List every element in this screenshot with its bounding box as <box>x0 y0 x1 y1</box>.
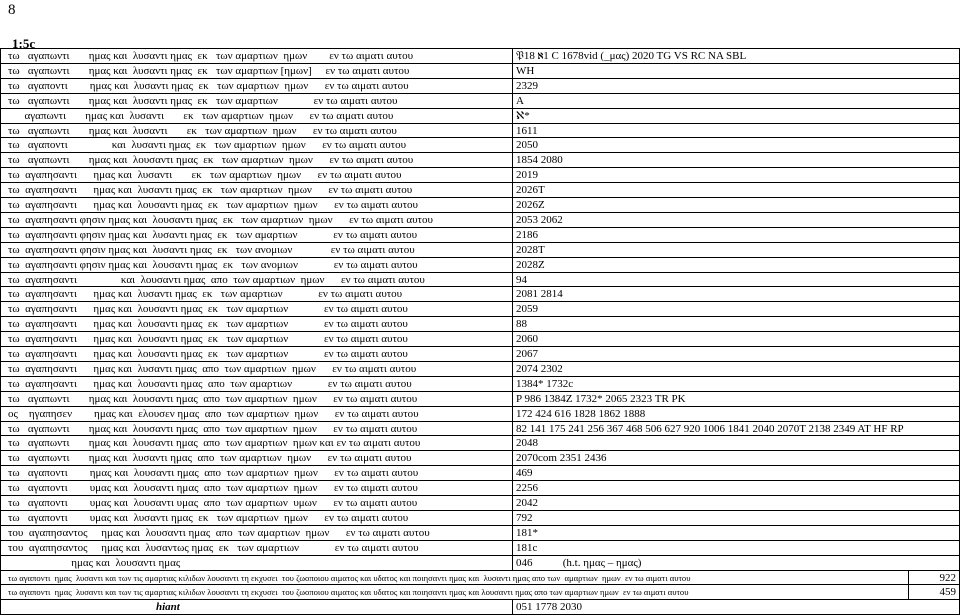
variant-text: τω αγαπησαντι φησιν ημας και λυσαντι ημας εκ των αμαρτιων εν τω αιματι αυτου <box>8 228 418 241</box>
variant-text: του αγαπησαντος ημας και λουσαντι ημας απο των αμαρτιων ημων εν τω αιματι αυτου <box>8 526 430 539</box>
variant-text: τω αγαπωντι ημας και λυσαντι ημας απο των αμαρτιων ημων εν τω αιματι αυτου <box>8 452 412 465</box>
witness-list: 1611 <box>516 124 538 137</box>
table-row <box>0 258 960 273</box>
variant-text: τω αγαπησαντι ημας και λυσαντι ημας απο των αμαρτιων ημων εν τω αιματι αυτου <box>8 362 417 375</box>
column-divider <box>512 599 513 614</box>
table-row <box>0 347 960 362</box>
variant-text: τω αγαπησαντι ημας και λυσαντι εκ των αμαρτιων ημων εν τω αιματι αυτου <box>8 169 402 182</box>
witness-list: 046 (h.t. ημας – ημας) <box>516 556 642 569</box>
table-row <box>0 213 960 228</box>
long-variant-row <box>0 571 960 586</box>
table-row <box>0 511 960 526</box>
witness-list: 2026T <box>516 184 545 197</box>
witness-list: 2067 <box>516 348 538 360</box>
table-row <box>0 273 960 288</box>
table-row <box>0 317 960 332</box>
witness-list: A <box>516 94 524 107</box>
table-row <box>0 64 960 79</box>
variant-text: τω αγαποντι ημας λυσαντι και των τις αμαρτιας κιλιδων λουσαντι τη εκχυσει του ζωοποιου αιματος και υδατος και ποιησαντι ημας και λουσαντι ημας απο των αμαρτιων ημων εν τω αιματι αυτου <box>8 587 689 598</box>
witness-list: 2186 <box>516 228 538 241</box>
variant-text: τω αγαπωντι ημας και λουσαντι ημας απο των αμαρτιων ημων εν τω αιματι αυτου <box>8 392 418 405</box>
table-row <box>0 377 960 392</box>
variant-text: τω αγαπωντι ημας και λουσαντι ημας απο των αμαρτιων ημων εν τω αιματι αυτου <box>8 422 418 435</box>
witness-list: 2050 <box>516 139 538 152</box>
table-row <box>0 138 960 153</box>
witness-list: 792 <box>516 511 533 524</box>
witness-list: 1384* 1732c <box>516 377 574 390</box>
witness-list: 2028T <box>516 243 545 256</box>
table-row <box>0 481 960 496</box>
witness-list: 88 <box>516 318 527 331</box>
witness-list: 051 1778 2030 <box>516 601 582 614</box>
table-row <box>0 556 960 571</box>
variant-text: τω αγαπωντι ημας και λυσαντι ημας εκ των αμαρτιων ημων εν τω αιματι αυτου <box>8 50 414 62</box>
variant-text: αγαπωντι ημας και λυσαντι εκ των αμαρτιων ημων εν τω αιματι αυτου <box>8 109 394 122</box>
variant-text: τω αγαποντι υμας και λυσαντι ημας εκ των αμαρτιων ημων εν τω αιματι αυτου <box>8 511 409 524</box>
variant-text: τω αγαπησαντι φησιν ημας και λουσαντι ημας εκ των ανομιων εν τω αιματι αυτου <box>8 258 418 271</box>
table-row <box>0 496 960 511</box>
variant-text: τω αγαπησαντι ημας και λυσαντι ημας εκ των αμαρτιων εν τω αιματι αυτου <box>8 288 403 301</box>
witness-list: 2019 <box>516 169 538 182</box>
table-row <box>0 228 960 243</box>
witness-list: P 986 1384Z 1732* 2065 2323 TR PK <box>516 392 686 405</box>
witness-list: 82 141 175 241 256 367 468 506 627 920 1006 1841 2040 2070T 2138 2349 AT HF RP <box>516 422 904 435</box>
variant-text: τω αγαπωντι ημας και λουσαντι ημας εκ των αμαρτιων ημων εν τω αιματι αυτου <box>8 154 414 167</box>
variant-text: τω αγαπησαντι και λουσαντι ημας απο των αμαρτιων ημων εν τω αιματι αυτου <box>8 273 425 286</box>
variant-text: τω αγαποντι υμας και λουσαντι υμας απο των αμαρτιων υμων εν τω αιματι αυτου <box>8 497 418 509</box>
lacuna-row <box>0 600 960 615</box>
variant-text: τω αγαπησαντι ημας και λουσαντι ημας εκ των αμαρτιων εν τω αιματι αυτου <box>8 348 408 360</box>
table-row <box>0 362 960 377</box>
variant-text: τω αγαπωντι ημας και λυσαντι ημας εκ των αμαρτιων [ημων] εν τω αιματι αυτου <box>8 64 410 77</box>
witness-list: 2060 <box>516 333 538 346</box>
witness-list: 459 <box>939 586 956 599</box>
variant-text: του αγαπησαντος ημας και λυσαντως ημας εκ των αμαρτιων εν τω αιματι αυτου <box>8 541 419 554</box>
variant-text: τω αγαπησαντι φησιν ημας και λουσαντι ημας εκ των αμαρτιων ημων εν τω αιματι αυτου <box>8 213 433 226</box>
long-variant-row <box>0 585 960 600</box>
witness-list: 181* <box>516 526 538 539</box>
witness-list: 181c <box>516 541 538 554</box>
table-row <box>0 198 960 213</box>
table-row <box>0 466 960 481</box>
witness-list: 922 <box>939 571 956 584</box>
table-row <box>0 302 960 317</box>
table-row <box>0 168 960 183</box>
witness-list: 2070com 2351 2436 <box>516 452 607 465</box>
witness-list: 1854 2080 <box>516 154 563 167</box>
table-row <box>0 109 960 124</box>
witness-list: 2053 2062 <box>516 213 563 226</box>
variant-text: τω αγαπωντι ημας και λυσαντι ημας εκ των αμαρτιων εν τω αιματι αυτου <box>8 94 398 107</box>
witness-list: 2256 <box>516 482 538 495</box>
variant-text: ος ηγαπησεν ημας και ελουσεν ημας απο των αμαρτιων ημων εν τω αιματι αυτου <box>8 407 419 420</box>
variant-text: τω αγαπησαντι ημας και λυσαντι ημας εκ των αμαρτιων ημων εν τω αιματι αυτου <box>8 184 413 197</box>
column-divider <box>0 48 1 614</box>
table-row <box>0 287 960 302</box>
table-row <box>0 243 960 258</box>
witness-list: 2042 <box>516 497 538 509</box>
variant-text: τω αγαπωντι ημας και λουσαντι ημας απο των αμαρτιων ημων και εν τω αιματι αυτου <box>8 437 421 450</box>
table-row <box>0 153 960 168</box>
table-row <box>0 49 960 64</box>
page-number: 8 <box>8 2 16 18</box>
table-row <box>0 541 960 556</box>
table-row <box>0 436 960 451</box>
witness-list: 469 <box>516 467 533 480</box>
column-divider <box>512 48 513 570</box>
witness-list: 2059 <box>516 303 538 316</box>
witness-list: 2329 <box>516 79 538 92</box>
witness-list: 2081 2814 <box>516 288 563 301</box>
witness-list: WH <box>516 64 535 77</box>
lacuna-label: hiant <box>156 601 180 614</box>
variant-text: τω αγαποντι ημας λυσαντι και των τις αμαρτιας κιλιδων λουσαντι τη εκχυσει του ζωοποιου αιματος και υδατος και ποιησαντι ημας και λυσαντι ημας απο των αμαρτιων ημων εν τω αιματι αυτου <box>8 572 691 583</box>
table-row <box>0 124 960 139</box>
column-divider <box>908 570 909 600</box>
table-row <box>0 422 960 437</box>
variant-text: τω αγαπησαντι ημας και λουσαντι ημας εκ των αμαρτιων εν τω αιματι αυτου <box>8 318 408 331</box>
variant-text: τω αγαπησαντι φησιν ημας και λυσαντι ημας εκ των ανομιων εν τω αιματι αυτου <box>8 243 415 256</box>
variant-text: τω αγαπησαντι ημας και λουσαντι ημας εκ των αμαρτιων εν τω αιματι αυτου <box>8 333 408 346</box>
table-row <box>0 407 960 422</box>
table-row <box>0 183 960 198</box>
table-row <box>0 332 960 347</box>
table-row <box>0 94 960 109</box>
witness-list: 2074 2302 <box>516 362 563 375</box>
table-row <box>0 451 960 466</box>
variant-text: τω αγαποντι ημας και λυσαντι ημας εκ των αμαρτιων ημων εν τω αιματι αυτου <box>8 79 409 92</box>
variant-text: τω αγαπησαντι ημας και λουσαντι ημας απο των αμαρτιων εν τω αιματι αυτου <box>8 377 412 390</box>
witness-list: 2028Z <box>516 258 545 271</box>
table-row <box>0 79 960 94</box>
table-row <box>0 526 960 541</box>
witness-list: 𝔓18 ℵ1 C 1678vid (_μας) 2020 TG VS RC NA SBL <box>516 50 747 62</box>
variant-text: ημας και λουσαντι ημας <box>8 556 181 569</box>
witness-list: 172 424 616 1828 1862 1888 <box>516 407 646 420</box>
verse-reference: 1:5c <box>12 36 36 51</box>
witness-list: 2026Z <box>516 199 545 211</box>
variant-text: τω αγαπησαντι ημας και λουσαντι ημας εκ των αμαρτιων εν τω αιματι αυτου <box>8 303 408 316</box>
variant-text: τω αγαπωντι ημας και λυσαντι εκ των αμαρτιων ημων εν τω αιματι αυτου <box>8 124 397 137</box>
witness-list: ℵ* <box>516 109 530 122</box>
variant-text: τω αγαποντι και λυσαντι ημας εκ των αμαρτιων ημων εν τω αιματι αυτου <box>8 139 407 152</box>
variant-text: τω αγαπησαντι ημας και λουσαντι ημας εκ των αμαρτιων ημων εν τω αιματι αυτου <box>8 199 418 211</box>
variant-text: τω αγαποντι ημας και λουσαντι ημας απο των αμαρτιων ημων εν τω αιματι αυτου <box>8 467 419 480</box>
witness-list: 2048 <box>516 437 538 450</box>
table-row <box>0 392 960 407</box>
variant-text: τω αγαποντι υμας και λουσαντι ημας απο των αμαρτιων ημων εν τω αιματι αυτου <box>8 482 418 495</box>
witness-list: 94 <box>516 273 527 286</box>
